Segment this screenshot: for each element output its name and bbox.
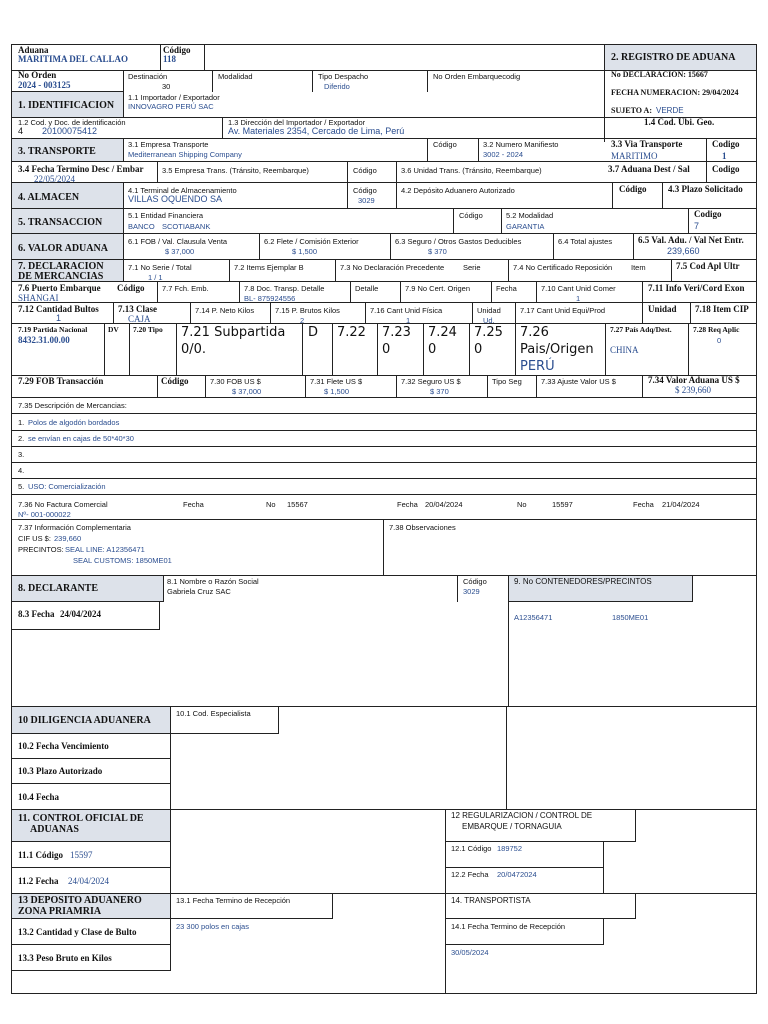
factura-fecha-c: 21/04/2024 [662,500,700,509]
reg-fecha-label: 12.2 Fecha [451,870,489,879]
cant-fisica-label: 7.16 Cant Unid Física [370,306,443,315]
unidad-value: Ud. [483,316,495,325]
bruto-label: 7.15 P. Brutos Kilos [275,306,340,315]
factura-fecha-c-label: Fecha [633,500,654,509]
cert-repos-label: 7.4 No Certificado Reposición [513,263,613,272]
cant-unid-value: 1 [576,294,581,303]
via-codigo-label: Codigo [712,139,740,149]
nombre-value: Gabriela Cruz SAC [167,587,231,596]
f22-label: 7.22 [337,325,366,340]
seguro-us-label: 7.32 Seguro US $ [401,377,461,386]
cant-fisica-value: 1 [406,316,411,325]
desc-line-text: se envían en cajas de 50*40*30 [28,434,134,443]
declaracion-title-a: 7. DECLARACION [18,261,104,272]
f23-label-b: 0 [382,342,391,357]
partida-value: 8432.31.00.00 [18,335,70,345]
identificacion-title: 1. IDENTIFICACION [18,100,115,111]
fecha-term-label: 3.4 Fecha Termino Desc / Embar [18,164,144,174]
factura-fecha-b-label: Fecha [397,500,418,509]
orden-value: 2024 - 003125 [18,80,71,90]
via-label: 3.3 Via Transporte [611,139,683,149]
puerto-label: 7.6 Puerto Embarque [18,283,101,293]
doc-num: 20100075412 [42,126,98,136]
almacen-codigo2-label: Código [619,184,647,194]
req-aplic-value: 0 [717,336,722,345]
pais-label-a: 7.26 [520,325,549,340]
seal-customs: SEAL CUSTOMS: 1850ME01 [73,556,172,565]
importador-label: 1.1 Importador / Exportador [128,93,220,102]
factura-fecha-a-label: Fecha [183,500,204,509]
desc-line-text: Polos de algodón bordados [28,418,120,427]
pais-adq-label: 7.27 País Adq/Dest. [610,325,672,334]
fecha-79-label: Fecha [496,284,517,293]
nombre-label: 8.1 Nombre o Razón Social [167,577,259,586]
transportista-title: 14. TRANSPORTISTA [451,896,531,905]
cod-ubi-label: 1.4 Cod. Ubi. Geo. [644,117,715,127]
val-adu-label: 6.5 Val. Adu. / Val Net Entr. [638,235,744,245]
tipo-seg-label: Tipo Seg [492,377,522,386]
fob-us-label: 7.30 FOB US $ [210,377,261,386]
neto-label: 7.14 P. Neto Kilos [195,306,255,315]
declarante-fecha: 24/04/2024 [60,609,102,619]
precintos-label: PRECINTOS: [18,545,64,554]
almacen-title: 4. ALMACEN [18,192,80,203]
subpartida-label-b: 0/0. [181,342,207,357]
observaciones-label: 7.38 Observaciones [389,523,456,532]
pais-label-b: Pais/Origen [520,342,594,357]
puerto-value: SHANGAI [18,293,59,303]
control-codigo-label: 11.1 Código [18,850,64,860]
f24-label-a: 7.24 [428,325,457,340]
factura-no-a: 15567 [287,500,308,509]
empresa-label: 3.1 Empresa Transporte [128,140,209,149]
dv-label: DV [108,325,119,334]
valor-aduana-label: 7.34 Valor Aduana US $ [648,375,740,385]
cant-unid-label: 7.10 Cant Unid Comer [541,284,616,293]
control-title-a: 11. CONTROL OFICIAL DE [18,813,144,824]
serie2-label: Serie [463,263,481,272]
direccion-label: 1.3 Dirección del Importador / Exportador [228,118,366,127]
fecha-term-value: 22/05/2024 [34,174,76,184]
factura-label: 7.36 No Factura Comercial [18,500,108,509]
bultos-value: 1 [56,313,62,323]
unidad2-label: Unidad [648,304,677,314]
plazo-solicitado-label: 4.3 Plazo Solicitado [668,184,743,194]
reg-fecha: 20/0472024 [497,870,537,879]
fch-emb-label: 7.7 Fch. Emb. [162,284,209,293]
fob-value: $ 37,000 [165,247,195,256]
item-cip-label: 7.18 Item CIP [695,304,749,314]
reg-codigo: 189752 [497,844,523,853]
detalle-label: Detalle [355,284,379,293]
deposito-recepcion: 23 300 polos en cajas [176,922,249,931]
doc-label: 1.2 Cod. y Doc. de identificación [18,118,126,127]
modalidad-label: Modalidad [218,72,253,81]
declarante-codigo-label: Código [463,577,487,586]
doc-transp-value: BL- 875924556 [244,294,296,303]
transporte-codigo-label: Código [433,140,457,149]
factura-no-b-label: No [517,500,527,509]
serie-label: 7.1 No Serie / Total [128,263,192,272]
bultos-label: 7.12 Cantidad Bultos [18,304,99,314]
item-label: Item [631,263,646,272]
contenedores-title: 9. No CONTENEDORES/PRECINTOS [514,577,652,586]
reg-codigo-label: 12.1 Código [451,844,492,853]
terminal-label: 4.1 Terminal de Almacenamiento [128,186,237,195]
ajustes-label: 6.4 Total ajustes [558,237,613,246]
almacen-codigo-label: Código [353,186,377,195]
f25-label-b: 0 [474,342,483,357]
deposito-title-a: 13 DEPOSITO ADUANERO [18,895,142,906]
puerto-codigo-label: Código [117,283,145,293]
cantidad-label: 13.2 Cantidad y Clase de Bulto [18,927,137,937]
desc-line-num: 1. [18,418,25,427]
desc-line-text: USO: Comercialización [28,482,106,491]
descripcion-label: 7.35 Descripción de Mercancias: [18,401,127,410]
no-orden-embarque-label: No Orden Embarquecodig [433,72,521,81]
transaccion-codigo-label: Código [459,211,483,220]
ajuste-label: 7.33 Ajuste Valor US $ [541,377,616,386]
equip-label: 7.17 Cant Unid Equi/Prod [520,306,606,315]
f25-label-a: 7.25 [474,325,503,340]
contenedor-a: A12356471 [514,613,553,622]
partida-label: 7.19 Partida Nacional [18,325,88,334]
tipo-despacho-value: Diferido [324,82,350,91]
serie-value: 1 / 1 [148,273,163,282]
clase-label: 7.13 Clase [118,304,157,314]
declarante-title: 8. DECLARANTE [18,583,99,594]
unidad-label: Unidad [477,306,501,315]
seguro-value: $ 370 [428,247,447,256]
decl-prec-label: 7.3 No Declaración Precedente [340,263,445,272]
registro-title: 2. REGISTRO DE ADUANA [611,52,736,63]
unidad-trans-label: 3.6 Unidad Trans. (Tránsito, Reembarque) [401,166,542,175]
control-codigo: 15597 [70,850,93,860]
empresa-value: Mediterranean Shipping Company [128,150,242,159]
desc-line-num: 2. [18,434,25,443]
fob-trans-codigo-label: Código [161,376,189,386]
manifiesto-value: 3002 - 2024 [483,150,524,159]
desc-line-num: 5. [18,482,25,491]
flete-value: $ 1,500 [292,247,318,256]
reg-title-b: EMBARQUE / TORNAGUIA [462,822,562,831]
tipo-label: 7.20 Tipo [133,325,163,334]
cod-especialista-label: 10.1 Cod. Especialista [176,709,251,718]
fecha-10-label: 10.4 Fecha [18,792,59,802]
direccion-value: Av. Materiales 2354, Cercado de Lima, Perú [228,126,405,136]
control-title-b: ADUANAS [30,824,79,835]
deposito-recepcion-label: 13.1 Fecha Termino de Recepción [176,896,291,905]
desc-line-num: 4. [18,466,25,475]
doc-tipo: 4 [18,126,24,136]
pais-value: PERÚ [520,359,555,374]
fecha-numeracion: FECHA NUMERACION: 29/04/2024 [611,88,739,97]
terminal-value: VILLAS OQUENDO SA [128,194,223,204]
doc-transp-label: 7.8 Doc. Transp. Detalle [244,284,325,293]
subpartida-label-a: 7.21 Subpartida [181,325,286,340]
declaracion-title-b: DE MERCANCIAS [18,271,104,282]
vencimiento-label: 10.2 Fecha Vencimiento [18,741,109,751]
modalidad-label-52: 5.2 Modalidad [506,211,554,220]
importador-value: INNOVAGRO PERÚ SAC [128,102,214,111]
flete-us-label: 7.31 Flete US $ [310,377,363,386]
aduana-label: Aduana [18,45,49,55]
entidad-a: BANCO [128,222,155,231]
almacen-codigo: 3029 [358,196,375,205]
plazo-autorizado-label: 10.3 Plazo Autorizado [18,766,103,776]
aduana-dest-codigo-label: Codigo [712,164,740,174]
aduana-value: MARITIMA DEL CALLAO [18,54,129,64]
empresa-trans-label: 3.5 Empresa Trans. (Tránsito, Reembarque) [162,166,309,175]
deposito-label: 4.2 Depósito Aduanero Autorizado [401,186,515,195]
transporte-codigo2-label: Código [353,166,377,175]
seal-line: SEAL LINE: A12356471 [65,545,145,554]
entidad-label: 5.1 Entidad Financiera [128,211,204,220]
items-label: 7.2 Items Ejemplar B [234,263,304,272]
clase-value: CAJA [128,314,151,324]
transaccion-title: 5. TRANSACCION [18,217,103,228]
no-declaracion: No DECLARACION: 15667 [611,70,708,79]
valor-title: 6. VALOR ADUANA [18,243,108,254]
cif-value: 239,660 [54,534,82,543]
transaccion-codigo2: 7 [694,221,700,231]
factura-no-a-label: No [266,500,276,509]
trans-recepcion-label: 14.1 Fecha Termino de Recepción [451,922,566,931]
cert-origen-label: 7.9 No Cert. Origen [405,284,471,293]
seguro-us-value: $ 370 [430,387,449,396]
cod-apl-label: 7.5 Cod Apl Ultr [676,261,740,271]
val-adu-value: 239,660 [667,246,700,256]
cif-label: CIF US $: [18,534,51,543]
fob-us-value: $ 37,000 [232,387,262,396]
sujeto-value: VERDE [656,106,684,115]
diligencia-title: 10 DILIGENCIA ADUANERA [18,715,151,726]
declarante-fecha-label: 8.3 Fecha [18,609,55,619]
info-comp-label: 7.37 Información Complementaria [18,523,131,532]
trans-recepcion: 30/05/2024 [451,948,489,957]
seguro-label: 6.3 Seguro / Otros Gastos Deducibles [395,237,522,246]
flete-label: 6.2 Flete / Comisión Exterior [264,237,359,246]
declarante-codigo: 3029 [463,587,480,596]
peso-label: 13.3 Peso Bruto en Kilos [18,953,112,963]
via-value: MARITIMO [611,151,658,161]
aduana-dest-label: 3.7 Aduana Dest / Sal [608,164,690,174]
req-aplic-label: 7.28 Req Aplic [693,325,740,334]
tipo-despacho-label: Tipo Despacho [318,72,369,81]
fob-label: 6.1 FOB / Val. Clausula Venta [128,237,228,246]
transaccion-codigo2-label: Codigo [694,209,722,219]
contenedor-b: 1850ME01 [612,613,649,622]
control-fecha-label: 11.2 Fecha [18,876,59,886]
factura-value: Nº- 001-000022 [18,510,71,519]
entidad-b: SCOTIABANK [162,222,211,231]
sujeto-label: SUJETO A: [611,106,652,115]
fob-trans-label: 7.29 FOB Transacción [18,376,104,386]
aduana-codigo: 118 [163,54,177,64]
d-label: D [308,325,319,340]
desc-line-num: 3. [18,450,25,459]
f23-label-a: 7.23 [382,325,411,340]
f24-label-b: 0 [428,342,437,357]
transporte-title: 3. TRANSPORTE [18,146,96,157]
modalidad-value-52: GARANTIA [506,222,545,231]
reg-title-a: 12 REGULARIZACION / CONTROL DE [451,811,593,820]
bruto-value: 2 [300,316,305,325]
valor-aduana-value: $ 239,660 [675,385,711,395]
destinacion-label: Destinación [128,72,168,81]
factura-fecha-b: 20/04/2024 [425,500,463,509]
manifiesto-label: 3.2 Numero Manifiesto [483,140,559,149]
via-codigo: 1 [722,151,727,161]
deposito-title-b: ZONA PRIAMRIA [18,906,102,917]
control-fecha: 24/04/2024 [68,876,110,886]
aduana-codigo-label: Código [163,45,191,55]
pais-adq-value: CHINA [610,345,639,355]
info-veri-label: 7.11 Info Veri/Cord Exon [648,283,745,293]
destinacion-value: 30 [162,82,171,91]
factura-no-b: 15597 [552,500,573,509]
flete-us-value: $ 1,500 [324,387,350,396]
orden-label: No Orden [18,70,57,80]
